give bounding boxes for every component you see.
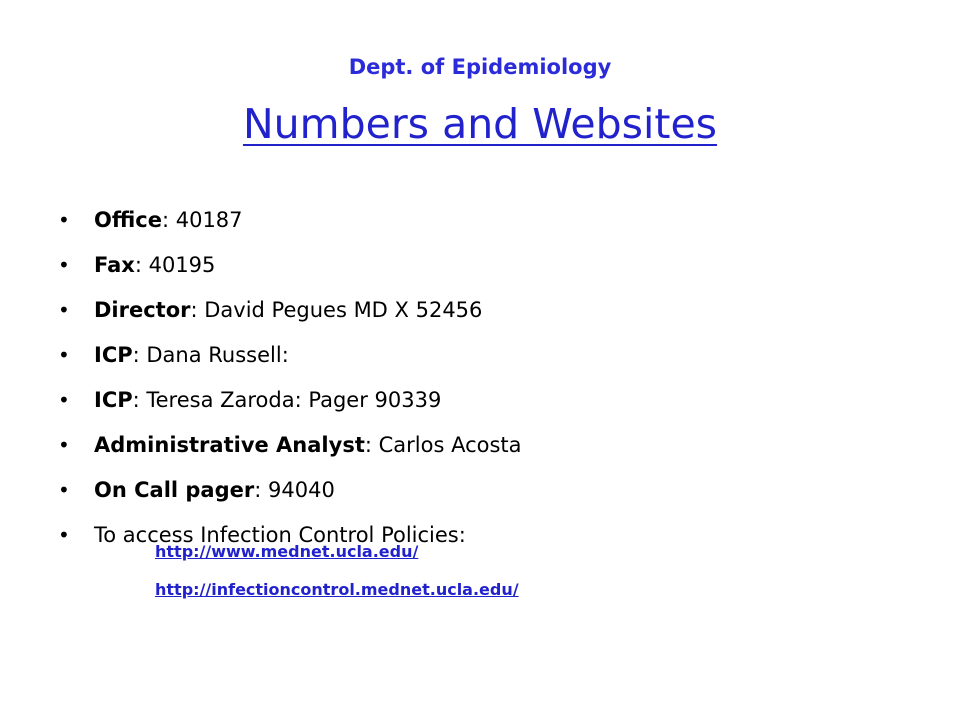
item-label: On Call pager <box>94 478 255 502</box>
bullet-icon: • <box>58 433 70 457</box>
item-text <box>94 380 441 420</box>
slide-subtitle: Dept. of Epidemiology <box>348 55 612 79</box>
item-text <box>94 245 215 285</box>
contact-list <box>58 200 938 560</box>
list-item-icp-2 <box>58 380 938 425</box>
title-block <box>0 52 960 152</box>
item-value: : Teresa Zaroda: Pager 90339 <box>132 388 442 412</box>
item-value: To access Infection Control Policies: <box>94 523 466 547</box>
item-text <box>94 290 482 330</box>
item-text <box>94 470 335 510</box>
item-value: : 40187 <box>161 208 243 232</box>
infection-control-link[interactable]: http://infectioncontrol.mednet.ucla.edu/ <box>155 580 519 599</box>
item-value: : 94040 <box>254 478 335 502</box>
item-label: ICP <box>94 388 133 412</box>
list-item-icp-1 <box>58 335 938 380</box>
item-value: : David Pegues MD X 52456 <box>190 298 483 322</box>
list-item-director <box>58 290 938 335</box>
mednet-link[interactable]: http://www.mednet.ucla.edu/ <box>155 542 419 561</box>
bullet-icon: • <box>58 208 70 232</box>
bullet-icon: • <box>58 298 70 322</box>
list-item-analyst <box>58 425 938 470</box>
item-label: Administrative Analyst <box>94 433 365 457</box>
list-item-fax <box>58 245 938 290</box>
bullet-icon: • <box>58 388 70 412</box>
bullet-icon: • <box>58 523 70 547</box>
item-label: Director <box>94 298 191 322</box>
item-label: ICP <box>94 343 133 367</box>
item-value: : Dana Russell: <box>132 343 289 367</box>
item-text <box>94 335 289 375</box>
title-link[interactable]: Numbers and Websites <box>242 100 718 148</box>
item-text <box>94 425 522 465</box>
list-item-office <box>58 200 938 245</box>
bullet-icon: • <box>58 343 70 367</box>
bullet-icon: • <box>58 478 70 502</box>
item-value: : 40195 <box>134 253 216 277</box>
item-label: Office <box>94 208 162 232</box>
item-label: Fax <box>94 253 135 277</box>
list-item-on-call <box>58 470 938 515</box>
item-value: : Carlos Acosta <box>364 433 522 457</box>
item-text <box>94 200 243 240</box>
bullet-icon: • <box>58 253 70 277</box>
